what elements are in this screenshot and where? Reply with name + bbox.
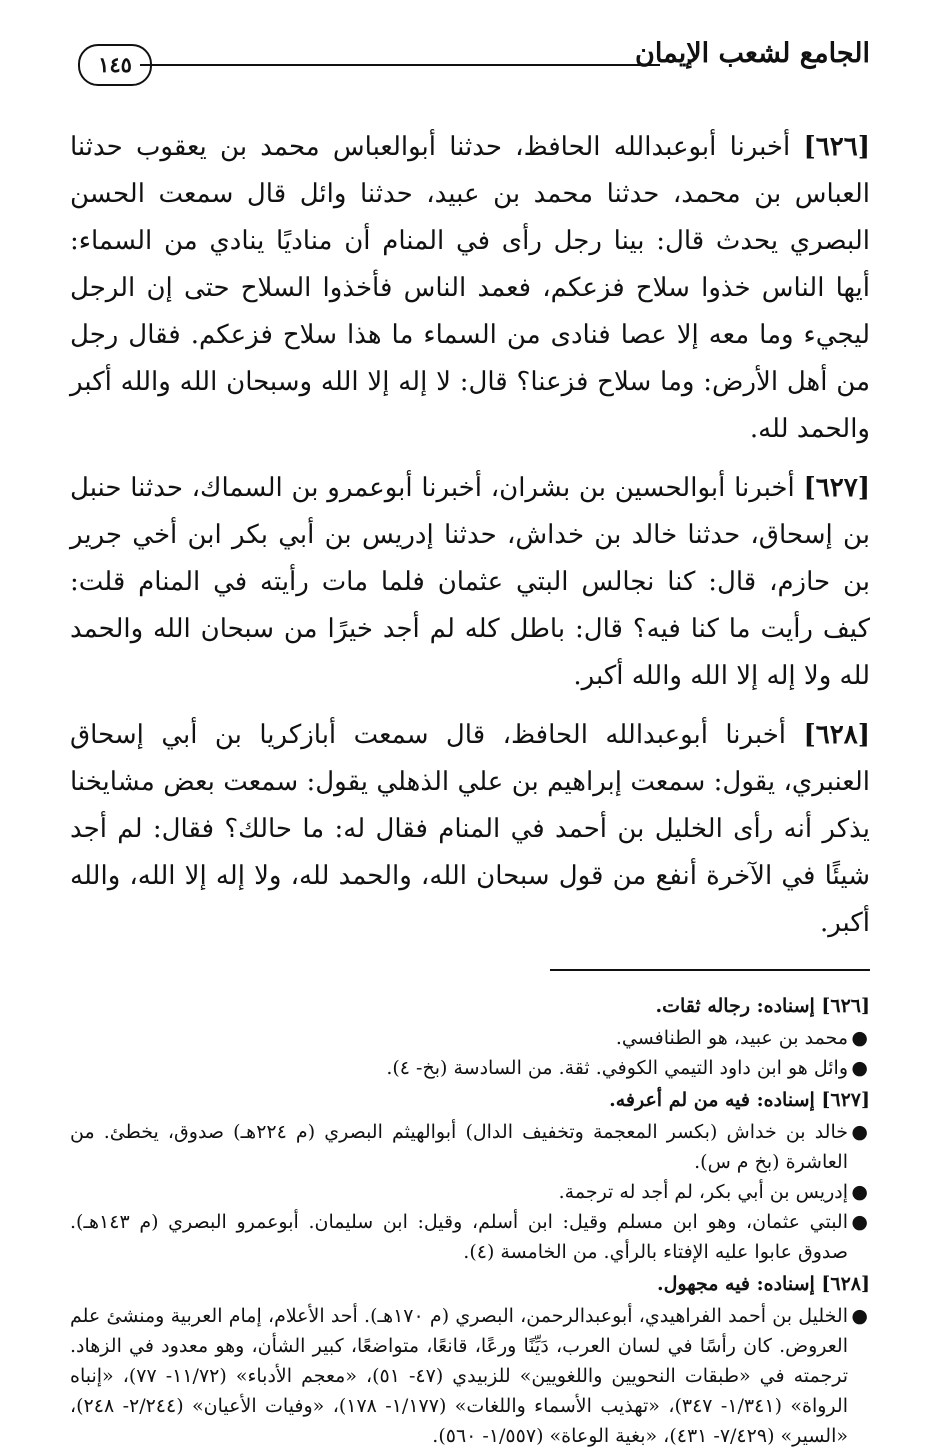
footnote-item-text: إدريس بن أبي بكر، لم أجد له ترجمة.: [558, 1181, 848, 1203]
footnote-item-text: الخليل بن أحمد الفراهيدي، أبوعبدالرحمن، البصري (م ١٧٠هـ). أحد الأعلام، إمام العربية ومنشئ علم العروض. كان رأسًا في لسان العرب، دَيِّنًا ورعًا، قانعًا، متواضعًا، كبير الشأن، وهو معدود في الزهاد. ترجمته في «طبقات النحويين واللغويين» للزبيدي (٤٧- ٥١)، «معجم الأدباء» (١١/٧٢- ٧٧)، «إنباه الرواة» (١/٣٤١- ٣٤٧)، «تهذيب الأسماء واللغات» (١/١٧٧- ١٧٨)، «وفيات الأعيان» (٢/٢٤٤- ٢٤٨)، «السير» (٧/٤٢٩- ٤٣١)، «بغية الوعاة» (١/٥٥٧- ٥٦٠).: [70, 1305, 848, 1447]
footnote-separator: [550, 969, 870, 971]
hadith-text: أخبرنا أبوعبدالله الحافظ، حدثنا أبوالعباس محمد بن يعقوب حدثنا العباس بن محمد، حدثنا محمد بن عبيد، حدثنا وائل قال سمعت الحسن البصري يحدث قال: بينا رجل رأى في المنام أن مناديًا ينادي من السماء: أيها الناس خذوا سلاح فزعكم، فعمد الناس فأخذوا السلاح حتى إن الرجل ليجيء وما معه إلا عصا فنادى من السماء ما هذا سلاح فزعكم. فقال رجل من أهل الأرض: وما سلاح فزعنا؟ قال: لا إله إلا الله وسبحان الله والله أكبر والحمد لله.: [70, 132, 870, 444]
header-rule: [140, 64, 660, 66]
footnote-heading: [٦٢٦] إسناده: رجاله ثقات.: [655, 995, 870, 1017]
hadith-text: أخبرنا أبوعبدالله الحافظ، قال سمعت أبازكريا بن أبي إسحاق العنبري، يقول: سمعت إبراهيم بن علي الذهلي يقول: سمعت بعض مشايخنا يذكر أنه رأى الخليل بن أحمد في المنام فقال له: ما حالك؟ فقال: لم أجد شيئًا في الآخرة أنفع من قول سبحان الله، والحمد لله، ولا إله إلا الله، والله أكبر.: [70, 720, 870, 938]
hadith-text: أخبرنا أبوالحسين بن بشران، أخبرنا أبوعمرو بن السماك، حدثنا حنبل بن إسحاق، حدثنا خالد بن خداش، حدثنا إدريس بن أبي بكر ابن أخي جرير بن حازم، قال: كنا نجالس البتي عثمان فلما مات رأيته في المنام قلت: كيف رأيت ما كنا فيه؟ قال: باطل كله لم أجد خيرًا من سبحان الله والحمد لله ولا إله إلا الله والله أكبر.: [70, 473, 870, 691]
bullet-icon: ●: [851, 1211, 868, 1233]
footnotes: [70, 991, 870, 1451]
footnote-heading: [٦٢٨] إسناده: فيه مجهول.: [656, 1273, 870, 1295]
bullet-icon: ●: [851, 1305, 868, 1327]
hadith-paragraph: [70, 465, 870, 700]
bullet-icon: ●: [851, 1121, 868, 1143]
bullet-icon: ●: [851, 1027, 868, 1049]
book-page: [70, 28, 870, 1451]
hadith-paragraph: [70, 124, 870, 453]
main-text: [70, 124, 870, 947]
footnote-item: [70, 1117, 870, 1177]
footnote-item-text: البتي عثمان، وهو ابن مسلم وقيل: ابن أسلم، وقيل: ابن سليمان. أبوعمرو البصري (م ١٤٣هـ). صدوق عابوا عليه الإفتاء بالرأي. من الخامسة (٤).: [70, 1211, 848, 1263]
bullet-icon: ●: [851, 1057, 868, 1079]
footnote-item: [70, 1207, 870, 1267]
footnote-item: [70, 1301, 870, 1451]
footnote-heading: [٦٢٧] إسناده: فيه من لم أعرفه.: [609, 1089, 870, 1111]
footnote-item: [70, 1053, 870, 1083]
hadith-number: [٦٢٨]: [803, 720, 871, 750]
page-number: ١٤٥: [78, 44, 152, 86]
footnote-item-text: وائل هو ابن داود التيمي الكوفي. ثقة. من السادسة (بخ- ٤).: [386, 1057, 848, 1079]
hadith-number: [٦٢٧]: [803, 473, 871, 503]
hadith-paragraph: [70, 712, 870, 947]
bullet-icon: ●: [851, 1181, 868, 1203]
book-title: الجامع لشعب الإيمان: [635, 38, 870, 69]
running-header: [70, 28, 870, 90]
footnote-item-text: محمد بن عبيد، هو الطنافسي.: [615, 1027, 848, 1049]
hadith-number: [٦٢٦]: [803, 132, 870, 162]
footnote-item: [70, 1177, 870, 1207]
footnote-item: [70, 1023, 870, 1053]
footnote-item-text: خالد بن خداش (بكسر المعجمة وتخفيف الدال) أبوالهيثم البصري (م ٢٢٤هـ) صدوق، يخطئ. من العاشرة (بخ م س).: [70, 1121, 848, 1173]
